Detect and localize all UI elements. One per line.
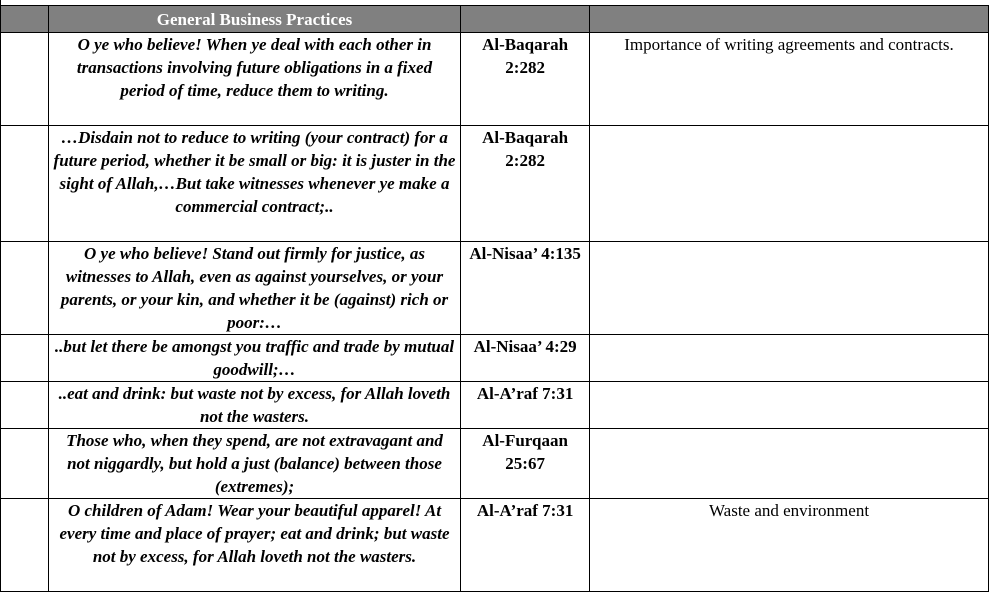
verse-note — [590, 242, 989, 335]
verse-reference: Al-Baqarah 2:282 — [461, 126, 590, 242]
verse-quote: ..eat and drink: but waste not by excess, for Allah loveth not the wasters. — [48, 382, 460, 429]
verse-quote: O children of Adam! Wear your beautiful apparel! At every time and place of prayer; eat and drink; but waste not by excess, for Allah loveth not the wasters. — [48, 499, 460, 592]
empty-cell — [1, 335, 49, 382]
table-row — [1, 382, 989, 429]
verse-note — [590, 382, 989, 429]
section-title: General Business Practices — [48, 6, 460, 33]
section-header-spacer-cell — [590, 6, 989, 33]
quran-references-table — [0, 5, 989, 592]
empty-cell — [1, 242, 49, 335]
section-header-spacer-cell — [461, 6, 590, 33]
section-header-spacer-cell — [1, 6, 49, 33]
verse-note: Importance of writing agreements and contracts. — [590, 33, 989, 126]
verse-reference: Al-Furqaan 25:67 — [461, 429, 590, 499]
verse-note: Waste and environment — [590, 499, 989, 592]
table-row — [1, 33, 989, 126]
verse-quote: O ye who believe! Stand out firmly for justice, as witnesses to Allah, even as against yourselves, or your parents, or your kin, and whether it be (against) rich or poor:… — [48, 242, 460, 335]
empty-cell — [1, 382, 49, 429]
table-row — [1, 335, 989, 382]
empty-cell — [1, 429, 49, 499]
verse-reference: Al-A’raf 7:31 — [461, 499, 590, 592]
verse-quote: O ye who believe! When ye deal with each other in transactions involving future obligations in a fixed period of time, reduce them to writing. — [48, 33, 460, 126]
verse-reference: Al-A’raf 7:31 — [461, 382, 590, 429]
verse-note — [590, 429, 989, 499]
verse-reference: Al-Baqarah 2:282 — [461, 33, 590, 126]
empty-cell — [1, 126, 49, 242]
verse-quote: …Disdain not to reduce to writing (your contract) for a future period, whether it be small or big: it is juster in the sight of Allah,…But take witnesses whenever ye make a commercial contract;.. — [48, 126, 460, 242]
verse-reference: Al-Nisaa’ 4:135 — [461, 242, 590, 335]
verse-note — [590, 335, 989, 382]
verse-note — [590, 126, 989, 242]
table-row — [1, 242, 989, 335]
verse-reference: Al-Nisaa’ 4:29 — [461, 335, 590, 382]
empty-cell — [1, 499, 49, 592]
verse-quote: Those who, when they spend, are not extravagant and not niggardly, but hold a just (balance) between those (extremes); — [48, 429, 460, 499]
table-row — [1, 499, 989, 592]
table-row — [1, 429, 989, 499]
verse-quote: ..but let there be amongst you traffic and trade by mutual goodwill;… — [48, 335, 460, 382]
section-header-row — [1, 6, 989, 33]
table-row — [1, 126, 989, 242]
empty-cell — [1, 33, 49, 126]
